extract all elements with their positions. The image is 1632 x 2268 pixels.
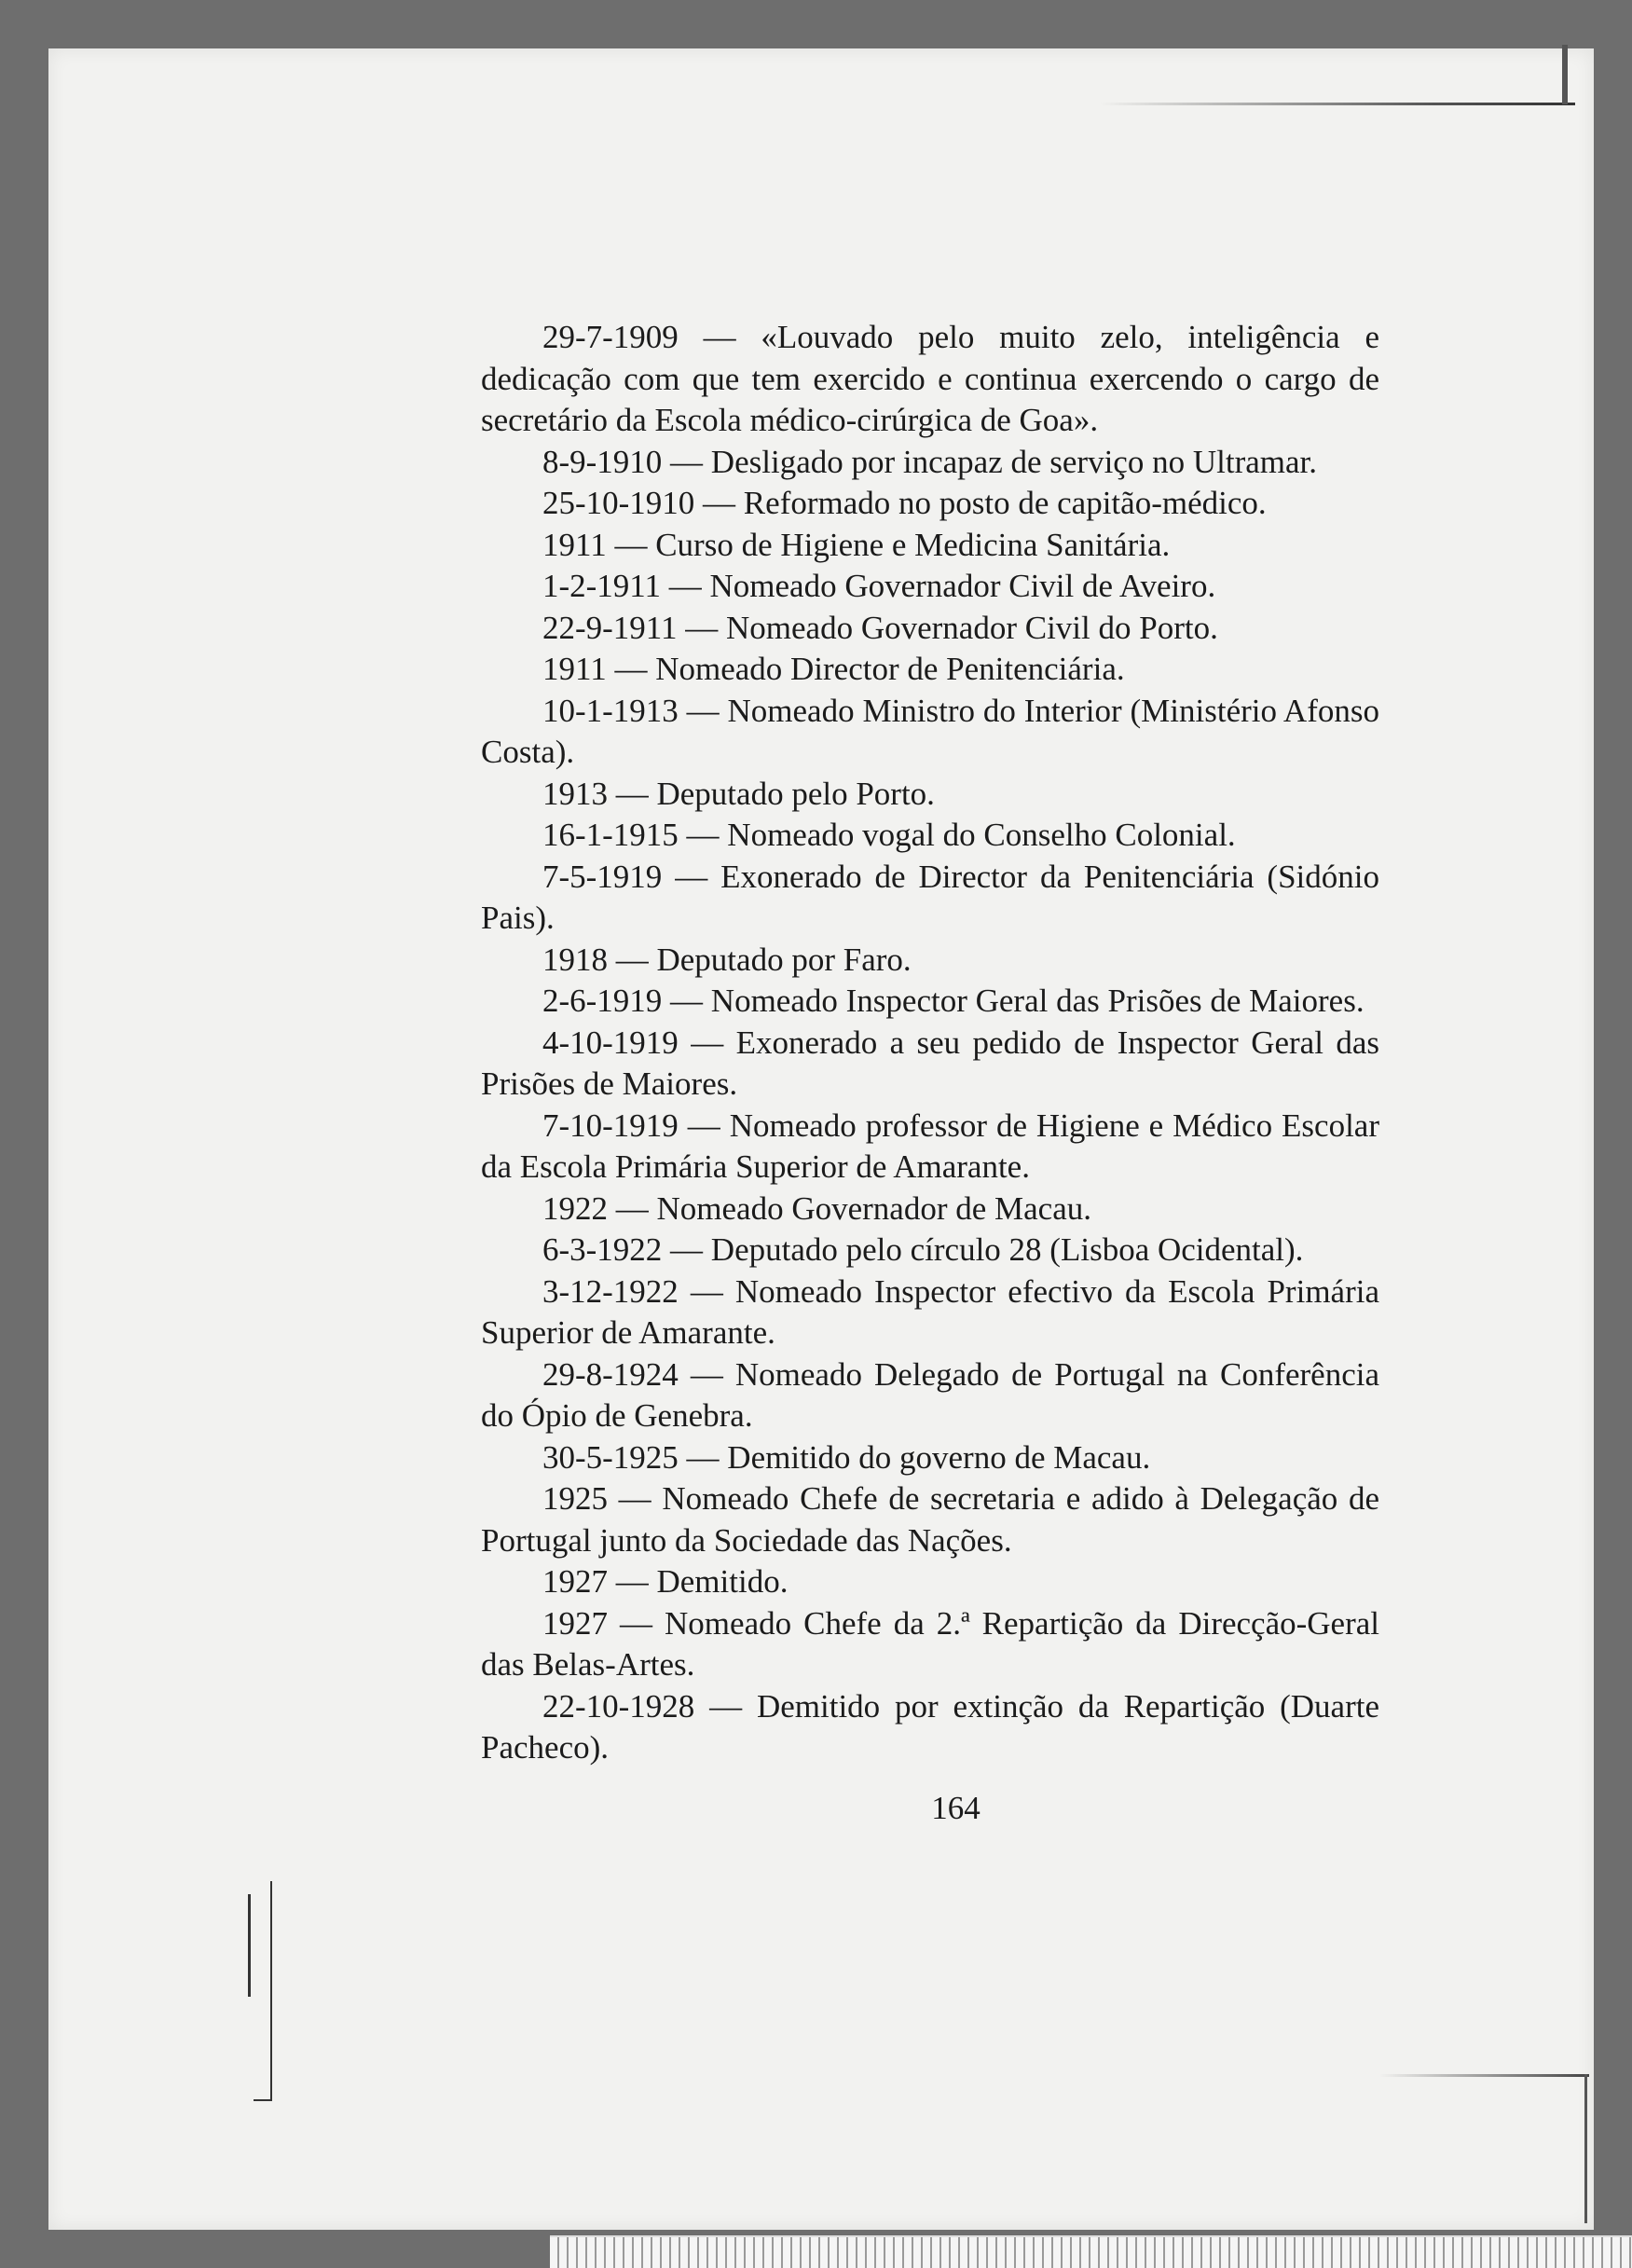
entry: 22-9-1911 — Nomeado Governador Civil do Porto. (542, 609, 1218, 646)
scan-frame-line-top (1100, 103, 1575, 105)
entry: 16-1-1915 — Nomeado vogal do Conselho Colonial. (542, 817, 1236, 853)
entry: 7-5-1919 — Exonerado de Director da Penitenciária (Sidónio Pais). (481, 858, 1379, 936)
entry: 1927 — Nomeado Chefe da 2.ª Repartição da Direcção-Geral das Belas-Artes. (481, 1604, 1379, 1683)
entry: 1925 — Nomeado Chefe de secretaria e adido à Delegação de Portugal junto da Sociedade das Nações. (481, 1480, 1379, 1559)
entry: 1913 — Deputado pelo Porto. (542, 775, 935, 812)
entry: 6-3-1922 — Deputado pelo círculo 28 (Lisboa Ocidental). (542, 1231, 1304, 1268)
entry: 1918 — Deputado por Faro. (542, 941, 912, 978)
chronology-text (481, 317, 1379, 1769)
entry: 1911 — Curso de Higiene e Medicina Sanitária. (542, 526, 1171, 563)
entry: 7-10-1919 — Nomeado professor de Higiene e Médico Escolar da Escola Primária Superior de Amarante. (481, 1107, 1379, 1185)
entry: 1-2-1911 — Nomeado Governador Civil de Aveiro. (542, 568, 1216, 604)
entry: 1922 — Nomeado Governador de Macau. (542, 1189, 1091, 1227)
entry: 1927 — Demitido. (542, 1563, 789, 1600)
entry: 3-12-1922 — Nomeado Inspector efectivo da Escola Primária Superior de Amarante. (481, 1272, 1379, 1351)
scan-frame-tick-top (1562, 45, 1568, 104)
scan-frame-line-bottom (1379, 2074, 1589, 2077)
entry: 29-7-1909 — «Louvado pelo muito zelo, inteligência e dedicação com que tem exercido e continua exercendo o cargo de secretário da Escola médico-cirúrgica de Goa». (481, 319, 1379, 438)
entry: 25-10-1910 — Reformado no posto de capitão-médico. (542, 485, 1267, 521)
scan-ruler (550, 2235, 1632, 2268)
page-number-row (0, 1790, 1632, 1827)
entry: 8-9-1910 — Desligado por incapaz de serviço no Ultramar. (542, 443, 1317, 480)
entry: 2-6-1919 — Nomeado Inspector Geral das Prisões de Maiores. (542, 983, 1365, 1019)
scan-frame-vertical-bottom (1584, 2074, 1587, 2223)
entry: 1911 — Nomeado Director de Penitenciária. (542, 651, 1125, 687)
scan-bracket-vertical (270, 1881, 272, 2101)
entry: 22-10-1928 — Demitido por extinção da Repartição (Duarte Pacheco). (481, 1687, 1379, 1766)
entry: 29-8-1924 — Nomeado Delegado de Portugal na Conferência do Ópio de Genebra. (481, 1355, 1379, 1434)
entry: 4-10-1919 — Exonerado a seu pedido de Inspector Geral das Prisões de Maiores. (481, 1024, 1379, 1102)
entry: 10-1-1913 — Nomeado Ministro do Interior (Ministério Afonso Costa). (481, 692, 1379, 770)
entry: 30-5-1925 — Demitido do governo de Macau. (542, 1438, 1151, 1476)
page-number: 164 (931, 1790, 981, 1826)
scan-bracket-mark (248, 1894, 251, 1997)
scan-bracket-horizontal (254, 2099, 272, 2101)
